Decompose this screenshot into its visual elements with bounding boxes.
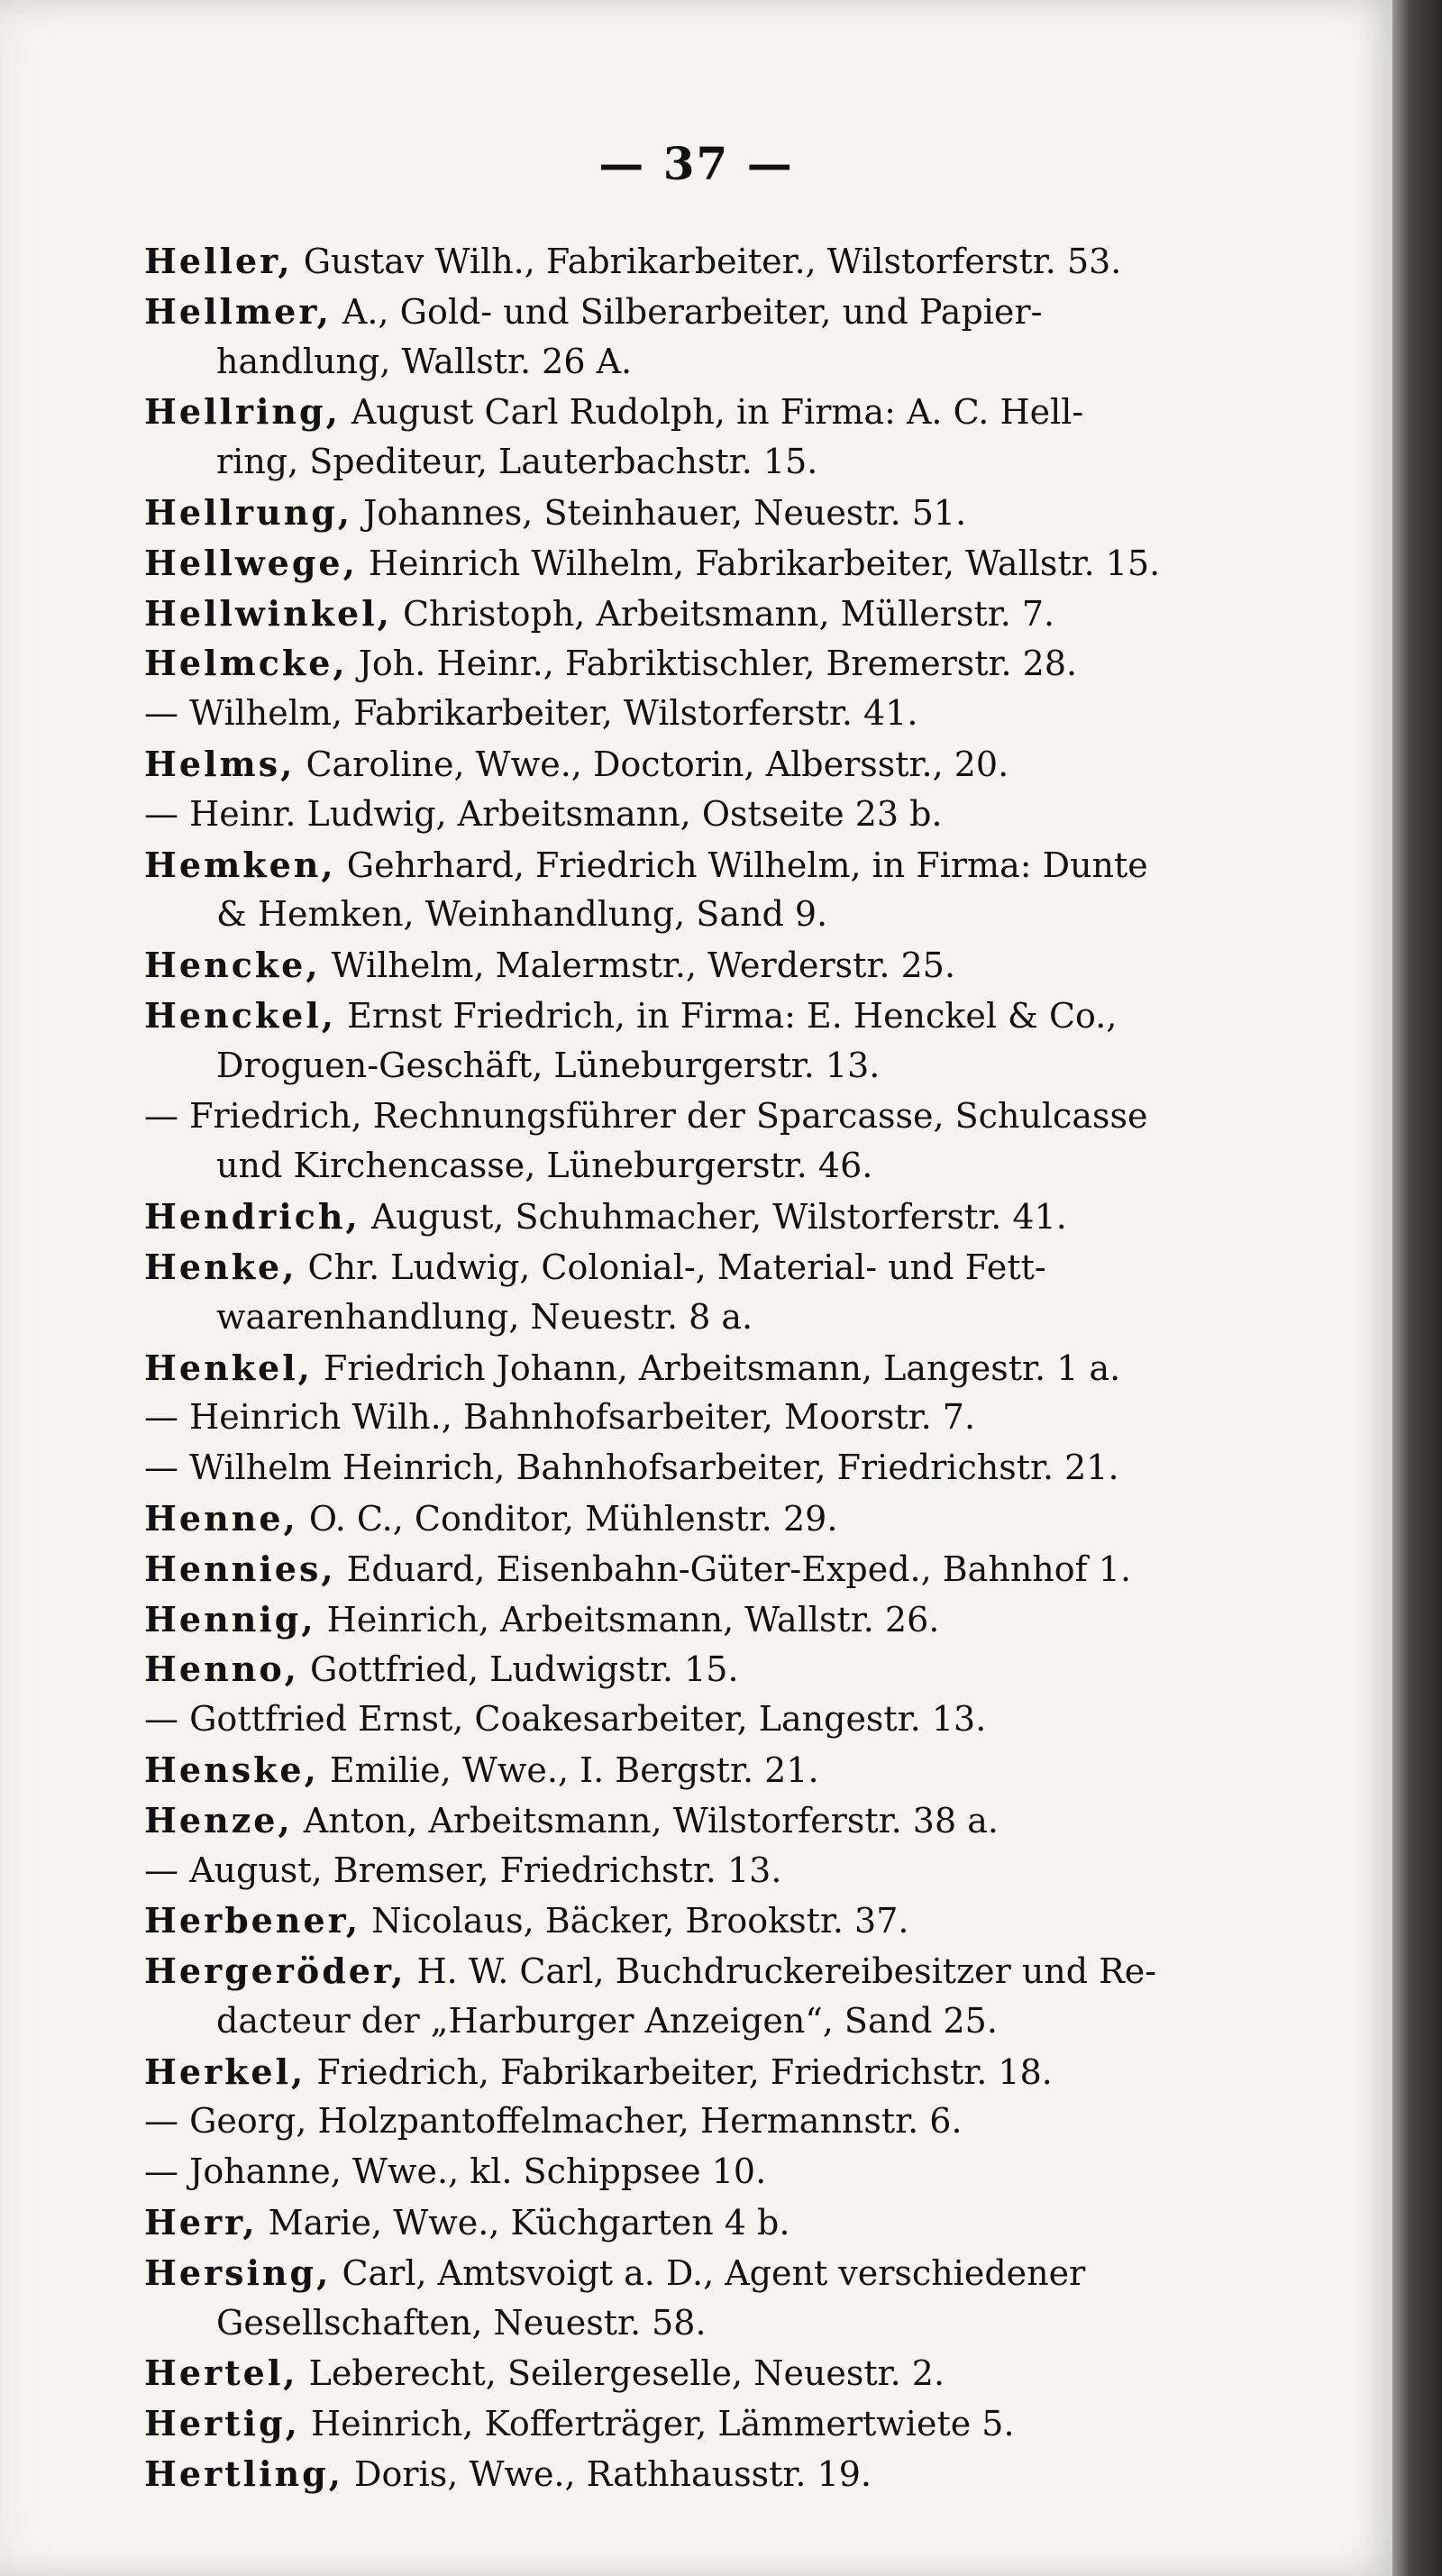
entry-surname: Herbener, bbox=[144, 1900, 361, 1941]
entry-details: Anton, Arbeitsmann, Wilstorferstr. 38 a. bbox=[292, 1800, 999, 1841]
entry-details: Heinrich, Arbeitsmann, Wallstr. 26. bbox=[315, 1599, 940, 1640]
entry-continuation bbox=[144, 2298, 1262, 2349]
entry-details: — Friedrich, Rechnungsführer der Sparcasse, Schulcasse bbox=[144, 1095, 1148, 1136]
entry-surname: Helms, bbox=[144, 743, 296, 784]
entry-details: Gesellschaften, Neuestr. 58. bbox=[216, 2302, 707, 2343]
directory-entry bbox=[144, 840, 1262, 891]
entry-surname: Hellmer, bbox=[144, 290, 332, 332]
entry-details: H. W. Carl, Buchdruckereibesitzer und Re- bbox=[406, 1951, 1157, 1992]
directory-entry bbox=[144, 1795, 1262, 1846]
entry-surname: Hellrung, bbox=[144, 491, 353, 533]
entry-details: Carl, Amtsvoigt a. D., Agent verschiedener bbox=[331, 2252, 1086, 2293]
entry-details: Caroline, Wwe., Doctorin, Albersstr., 20. bbox=[295, 744, 1009, 784]
page-number: — 37 — bbox=[598, 137, 794, 190]
entry-details: Marie, Wwe., Küchgarten 4 b. bbox=[257, 2203, 790, 2243]
directory-entry bbox=[144, 488, 1262, 538]
directory-entry bbox=[144, 2348, 1262, 2398]
entry-surname: Herr, bbox=[144, 2202, 258, 2243]
directory-entry bbox=[144, 991, 1262, 1041]
entry-surname: Hennig, bbox=[144, 1598, 316, 1640]
entry-details: ring, Spediteur, Lauterbachstr. 15. bbox=[216, 442, 818, 482]
entry-details: — Wilhelm, Fabrikarbeiter, Wilstorferstr. 41. bbox=[144, 693, 918, 734]
entry-surname: Henno, bbox=[144, 1649, 299, 1690]
entry-surname: Hencke, bbox=[144, 945, 321, 986]
entry-continuation bbox=[144, 437, 1262, 488]
directory-entry bbox=[144, 387, 1262, 437]
directory-entry bbox=[144, 1343, 1262, 1393]
entry-surname: Hemken, bbox=[144, 844, 336, 885]
entry-details: Heinrich, Kofferträger, Lämmertwiete 5. bbox=[299, 2404, 1015, 2444]
entry-details: August, Schuhmacher, Wilstorferstr. 41. bbox=[360, 1197, 1067, 1238]
entry-continuation bbox=[144, 337, 1262, 388]
entry-details: — Johanne, Wwe., kl. Schippsee 10. bbox=[144, 2151, 767, 2192]
entry-continuation bbox=[144, 1996, 1262, 2047]
entry-continuation bbox=[144, 689, 1262, 739]
entry-details: dacteur der „Harburger Anzeigen“, Sand 25. bbox=[216, 2000, 998, 2041]
entry-surname: Heller, bbox=[144, 241, 293, 281]
directory-entry bbox=[144, 2398, 1262, 2449]
entry-surname: Henze, bbox=[144, 1799, 293, 1841]
entry-surname: Hennies, bbox=[144, 1548, 336, 1589]
entry-details: Friedrich Johann, Arbeitsmann, Langestr. 1 a. bbox=[312, 1347, 1121, 1388]
entry-details: — Heinrich Wilh., Bahnhofsarbeiter, Moorstr. 7. bbox=[144, 1397, 976, 1438]
entry-details: O. C., Conditor, Mühlenstr. 29. bbox=[297, 1498, 838, 1539]
entry-surname: Hertig, bbox=[144, 2403, 300, 2444]
entry-continuation bbox=[144, 1141, 1262, 1192]
entry-details: — Wilhelm Heinrich, Bahnhofsarbeiter, Friedrichstr. 21. bbox=[144, 1448, 1119, 1488]
entry-continuation bbox=[144, 1443, 1262, 1494]
directory-entry bbox=[144, 638, 1262, 689]
directory-entry bbox=[144, 538, 1262, 589]
entry-details: & Hemken, Weinhandlung, Sand 9. bbox=[216, 894, 828, 935]
entry-details: — Georg, Holzpantoffelmacher, Hermannstr. 6. bbox=[144, 2101, 963, 2142]
entry-details: und Kirchencasse, Lüneburgerstr. 46. bbox=[216, 1146, 873, 1186]
entry-details: A., Gold- und Silberarbeiter, und Papier- bbox=[331, 291, 1043, 332]
entry-surname: Hellwinkel, bbox=[144, 592, 392, 634]
entry-continuation bbox=[144, 1694, 1262, 1745]
page-edge bbox=[1392, 0, 1442, 2576]
entry-details: Doris, Wwe., Rathhausstr. 19. bbox=[342, 2454, 872, 2495]
entry-details: Eduard, Eisenbahn-Güter-Exped., Bahnhof 1. bbox=[335, 1548, 1132, 1589]
entry-continuation bbox=[144, 1293, 1262, 1343]
directory-entries bbox=[144, 236, 1262, 2499]
entry-details: Friedrich, Fabrikarbeiter, Friedrichstr. 18. bbox=[306, 2051, 1053, 2092]
entry-details: Christoph, Arbeitsmann, Müllerstr. 7. bbox=[391, 593, 1055, 634]
entry-details: Gottfried, Ludwigstr. 15. bbox=[298, 1649, 739, 1690]
entry-details: Johannes, Steinhauer, Neuestr. 51. bbox=[352, 492, 967, 533]
entry-continuation bbox=[144, 1092, 1262, 1142]
directory-entry bbox=[144, 1544, 1262, 1594]
entry-details: — Gottfried Ernst, Coakesarbeiter, Langestr. 13. bbox=[144, 1699, 987, 1740]
directory-entry bbox=[144, 2248, 1262, 2298]
directory-entry bbox=[144, 2047, 1262, 2097]
entry-details: Wilhelm, Malermstr., Werderstr. 25. bbox=[320, 945, 956, 986]
directory-entry bbox=[144, 2449, 1262, 2499]
entry-surname: Helmcke, bbox=[144, 643, 348, 684]
directory-entry bbox=[144, 287, 1262, 337]
entry-surname: Hersing, bbox=[144, 2252, 332, 2293]
entry-details: August Carl Rudolph, in Firma: A. C. Hell- bbox=[340, 392, 1084, 433]
entry-details: Nicolaus, Bäcker, Brookstr. 37. bbox=[360, 1901, 909, 1941]
directory-entry bbox=[144, 1644, 1262, 1694]
directory-entry bbox=[144, 1494, 1262, 1544]
entry-surname: Henne, bbox=[144, 1497, 298, 1539]
directory-entry bbox=[144, 1895, 1262, 1946]
entry-surname: Hertel, bbox=[144, 2352, 298, 2394]
entry-continuation bbox=[144, 1041, 1262, 1092]
entry-surname: Henckel, bbox=[144, 994, 337, 1036]
directory-entry bbox=[144, 236, 1262, 287]
entry-surname: Herkel, bbox=[144, 2051, 306, 2092]
entry-continuation bbox=[144, 2096, 1262, 2147]
directory-entry bbox=[144, 940, 1262, 991]
entry-details: Chr. Ludwig, Colonial-, Material- und Fett- bbox=[297, 1247, 1046, 1287]
entry-details: Gehrhard, Friedrich Wilhelm, in Firma: Dunte bbox=[335, 845, 1148, 885]
entry-surname: Hendrich, bbox=[144, 1196, 360, 1238]
directory-entry bbox=[144, 2197, 1262, 2248]
entry-surname: Hertling, bbox=[144, 2453, 343, 2495]
directory-entry bbox=[144, 1192, 1262, 1242]
entry-surname: Henkel, bbox=[144, 1347, 313, 1388]
entry-surname: Hellwege, bbox=[144, 542, 358, 583]
directory-entry bbox=[144, 739, 1262, 790]
entry-details: — August, Bremser, Friedrichstr. 13. bbox=[144, 1850, 782, 1890]
entry-details: waarenhandlung, Neuestr. 8 a. bbox=[216, 1296, 753, 1337]
entry-details: Gustav Wilh., Fabrikarbeiter., Wilstorferstr. 53. bbox=[292, 242, 1122, 281]
directory-entry bbox=[144, 1242, 1262, 1293]
entry-details: Emilie, Wwe., I. Bergstr. 21. bbox=[318, 1749, 819, 1790]
entry-details: Heinrich Wilhelm, Fabrikarbeiter, Wallstr. 15. bbox=[357, 543, 1161, 583]
entry-continuation bbox=[144, 1393, 1262, 1443]
directory-entry bbox=[144, 1594, 1262, 1645]
entry-continuation bbox=[144, 2147, 1262, 2197]
directory-entry bbox=[144, 1745, 1262, 1795]
entry-details: Droguen-Geschäft, Lüneburgerstr. 13. bbox=[216, 1045, 881, 1085]
entry-details: Ernst Friedrich, in Firma: E. Henckel & Co., bbox=[336, 995, 1118, 1036]
entry-surname: Henke, bbox=[144, 1246, 297, 1287]
directory-entry bbox=[144, 589, 1262, 639]
entry-continuation bbox=[144, 890, 1262, 940]
entry-details: Leberecht, Seilergeselle, Neuestr. 2. bbox=[297, 2353, 945, 2394]
entry-continuation bbox=[144, 790, 1262, 840]
entry-continuation bbox=[144, 1846, 1262, 1896]
entry-surname: Henske, bbox=[144, 1749, 319, 1790]
entry-details: — Heinr. Ludwig, Arbeitsmann, Ostseite 23 b. bbox=[144, 793, 943, 834]
entry-surname: Hergeröder, bbox=[144, 1950, 406, 1992]
entry-surname: Hellring, bbox=[144, 391, 341, 433]
entry-details: handlung, Wallstr. 26 A. bbox=[216, 341, 633, 381]
entry-details: Joh. Heinr., Fabriktischler, Bremerstr. 28. bbox=[347, 644, 1078, 684]
directory-entry bbox=[144, 1946, 1262, 1996]
